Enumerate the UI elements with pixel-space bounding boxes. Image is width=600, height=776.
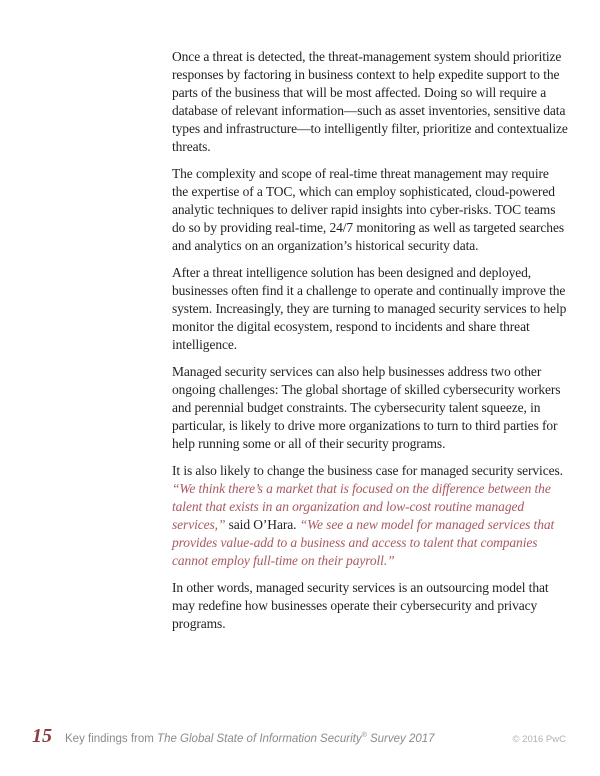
footer-caption	[65, 733, 435, 745]
body-text: After a threat intelligence solution has been designed and deployed, businesses often find it a challenge to operate and continually improve the system. Increasingly, they are turning to managed security services to help monitor the digital ecosystem, respond to incidents and share threat intelligence.	[172, 265, 567, 352]
paragraph	[172, 579, 568, 633]
body-text: It is also likely to change the business case for managed security services.	[172, 463, 563, 478]
footer-report-title: The Global State of Information Security	[157, 733, 362, 745]
copyright-notice: © 2016 PwC	[512, 734, 566, 745]
body-text: said O’Hara.	[228, 517, 300, 532]
article-text	[172, 48, 568, 642]
paragraph	[172, 264, 568, 354]
quote-text: “We think there’s a market that is focused on the difference between the talent that exists in an organization and low-cost routine managed services,”	[172, 481, 551, 532]
paragraph	[172, 48, 568, 156]
page-number: 15	[32, 725, 52, 747]
paragraph	[172, 165, 568, 255]
paragraph	[172, 462, 568, 570]
registered-trademark-symbol: ®	[361, 732, 367, 740]
footer-caption-prefix: Key findings from	[65, 733, 158, 745]
body-text: In other words, managed security services is an outsourcing model that may redefine how businesses operate their cybersecurity and privacy programs.	[172, 580, 549, 631]
quote-text: “We see a new model for managed services that provides value-add to a business and access to talent that companies cannot employ full-time on their payroll.”	[172, 517, 555, 568]
paragraph	[172, 363, 568, 453]
footer-report-title-suffix: Survey 2017	[366, 733, 435, 745]
body-text: Managed security services can also help businesses address two other ongoing challenges: The global shortage of skilled cybersecurity workers and perennial budget constraints. The cybersecurity talent squeeze, in particular, is likely to drive more organizations to turn to third parties for help running some or all of their security programs.	[172, 364, 561, 451]
body-text: Once a threat is detected, the threat-management system should prioritize responses by factoring in business context to help expedite support to the parts of the business that will be most affected. Doing so will require a database of relevant information—such as asset inventories, sensitive data types and infrastructure—to intelligently filter, prioritize and contextualize threats.	[172, 49, 568, 154]
page-footer	[32, 725, 566, 747]
body-text: The complexity and scope of real-time threat management may require the expertise of a TOC, which can employ sophisticated, cloud-powered analytic techniques to deliver rapid insights into cyber-risks. TOC teams do so by providing real-time, 24/7 monitoring as well as targeted searches and analytics on an organization’s historical security data.	[172, 166, 565, 253]
